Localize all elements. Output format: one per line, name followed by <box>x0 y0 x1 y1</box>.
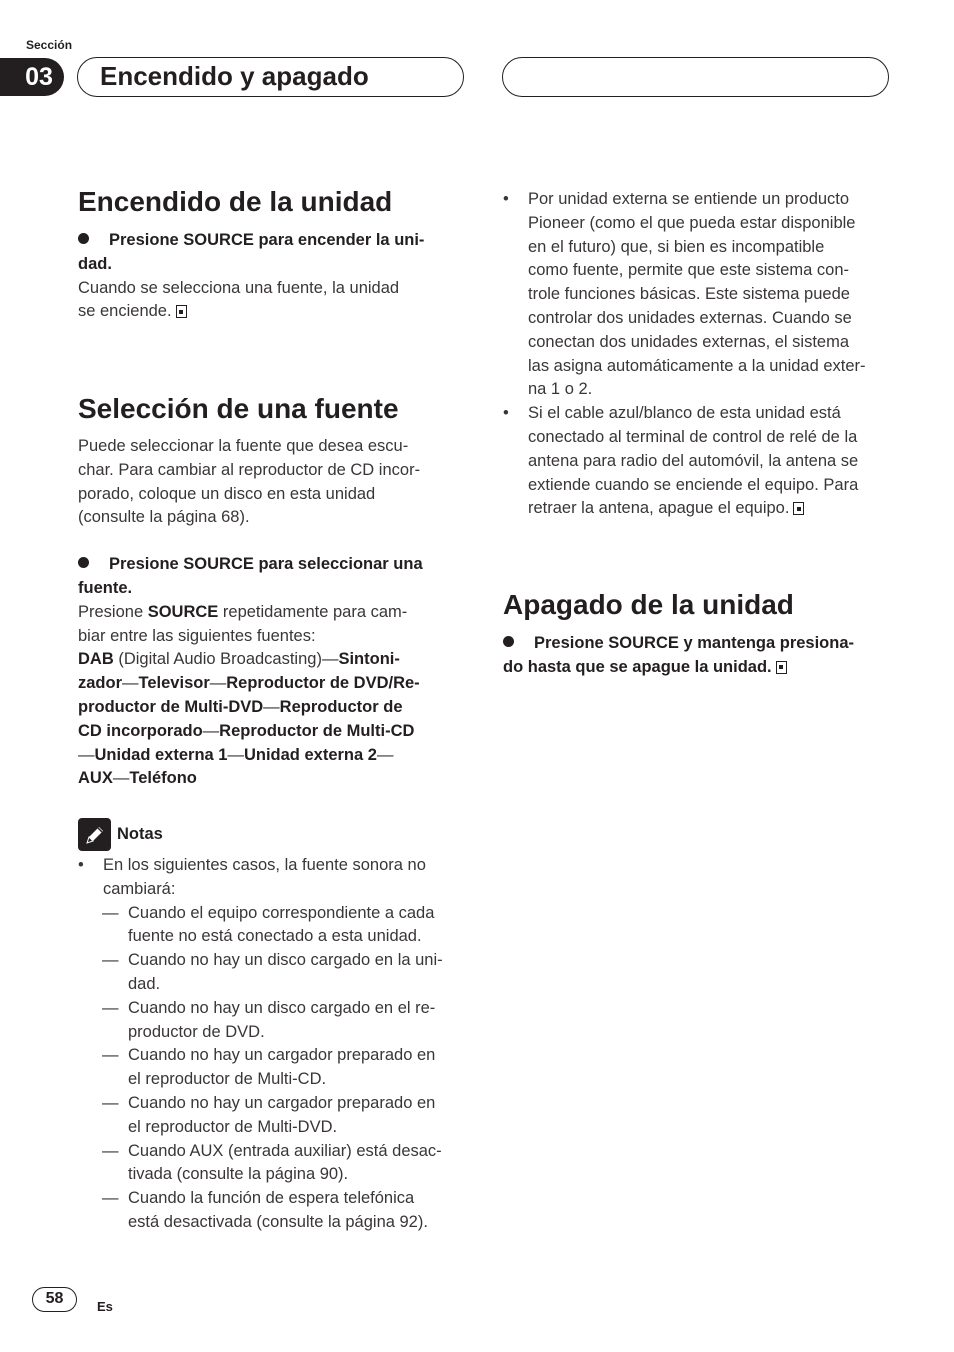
language-code: Es <box>97 1299 113 1314</box>
section-number-badge: 03 <box>0 58 64 96</box>
step-power-on: Presione SOURCE para encender la uni- dad. <box>78 231 425 273</box>
bullet-dot-icon <box>503 636 514 647</box>
external-unit-note: • Por unidad externa se entiende un producto Pioneer (como el que pueda estar disponible en el futuro) que, si bien es incompatible como fuente, permite que este sistema con- trole funciones básicas. Este sistema puede controlar dos unidades externas. Cuando se conectan dos unidades externas, el sistema las asigna automáticamente a la unidad exter- na 1 o 2. <box>503 190 866 399</box>
note-sub-item: — Cuando no hay un cargador preparado en el reproductor de Multi-CD. <box>102 1046 436 1089</box>
section-power-on <box>78 186 466 324</box>
select-source-intro: Puede seleccionar la fuente que desea escu- char. Para cambiar al reproductor de CD incor- porado, coloque un disco en esta unidad (consulte la página 68). <box>78 437 421 527</box>
heading-power-on: Encendido de la unidad <box>78 186 393 217</box>
step-select-source: Presione SOURCE para seleccionar una fuente. <box>78 555 423 597</box>
section-title: Encendido y apagado <box>100 61 369 91</box>
notes-block <box>78 818 466 1235</box>
section-title-pill <box>77 57 464 97</box>
note-sub-item: — Cuando no hay un disco cargado en la uni- dad. <box>102 951 443 993</box>
heading-power-off: Apagado de la unidad <box>503 589 794 620</box>
note-sub-item: — Cuando no hay un cargador preparado en el reproductor de Multi-DVD. <box>102 1093 436 1136</box>
note-sub-item: — Cuando la función de espera telefónica está desactivada (consulte la página 92). <box>102 1189 428 1231</box>
note-sub-item: — Cuando el equipo correspondiente a cada fuente no está conectado a esta unidad. <box>102 903 435 946</box>
section-label: Sección <box>26 38 73 52</box>
section-select-source <box>78 393 466 791</box>
note-item: • En los siguientes casos, la fuente sonora no cambiará: <box>78 856 426 898</box>
end-mark-icon <box>793 502 804 515</box>
note-sub-item: — Cuando AUX (entrada auxiliar) está desac- tivada (consulte la página 90). <box>102 1141 442 1184</box>
select-source-desc: Presione SOURCE repetidamente para cam- biar entre las siguientes fuentes: <box>78 602 408 645</box>
source-sequence: DAB (Digital Audio Broadcasting)—Sintoni- zador—Televisor—Reproductor de DVD/Re- productor de Multi-DVD—Reproductor de CD incorporado—Reproductor de Multi-CD —Unidad externa 1—Unidad externa 2— AUX—Teléfono <box>78 650 420 788</box>
antenna-note: • Si el cable azul/blanco de esta unidad está conectado al terminal de control de relé de la antena para radio del automóvil, la antena se extiende cuando se enciende el equipo. Para retraer la antena, apague el equipo. <box>503 404 859 518</box>
section-power-off <box>503 589 891 680</box>
power-on-desc: Cuando se selecciona una fuente, la unidad se enciende. <box>78 278 400 321</box>
step-power-off: Presione SOURCE y mantenga presiona- do hasta que se apague la unidad. <box>503 634 855 676</box>
pencil-note-icon <box>78 818 111 851</box>
bullet-dot-icon <box>78 233 89 244</box>
note-sub-item: — Cuando no hay un disco cargado en el re- productor de DVD. <box>102 998 436 1041</box>
notes-header: Notas <box>78 818 466 851</box>
bullet-dot-icon <box>78 557 89 568</box>
heading-select-source: Selección de una fuente <box>78 393 399 424</box>
end-mark-icon <box>176 305 187 318</box>
page-number: 58 <box>32 1287 77 1312</box>
right-notes <box>503 188 891 521</box>
end-mark-icon <box>776 661 787 674</box>
empty-header-pill <box>502 57 889 97</box>
